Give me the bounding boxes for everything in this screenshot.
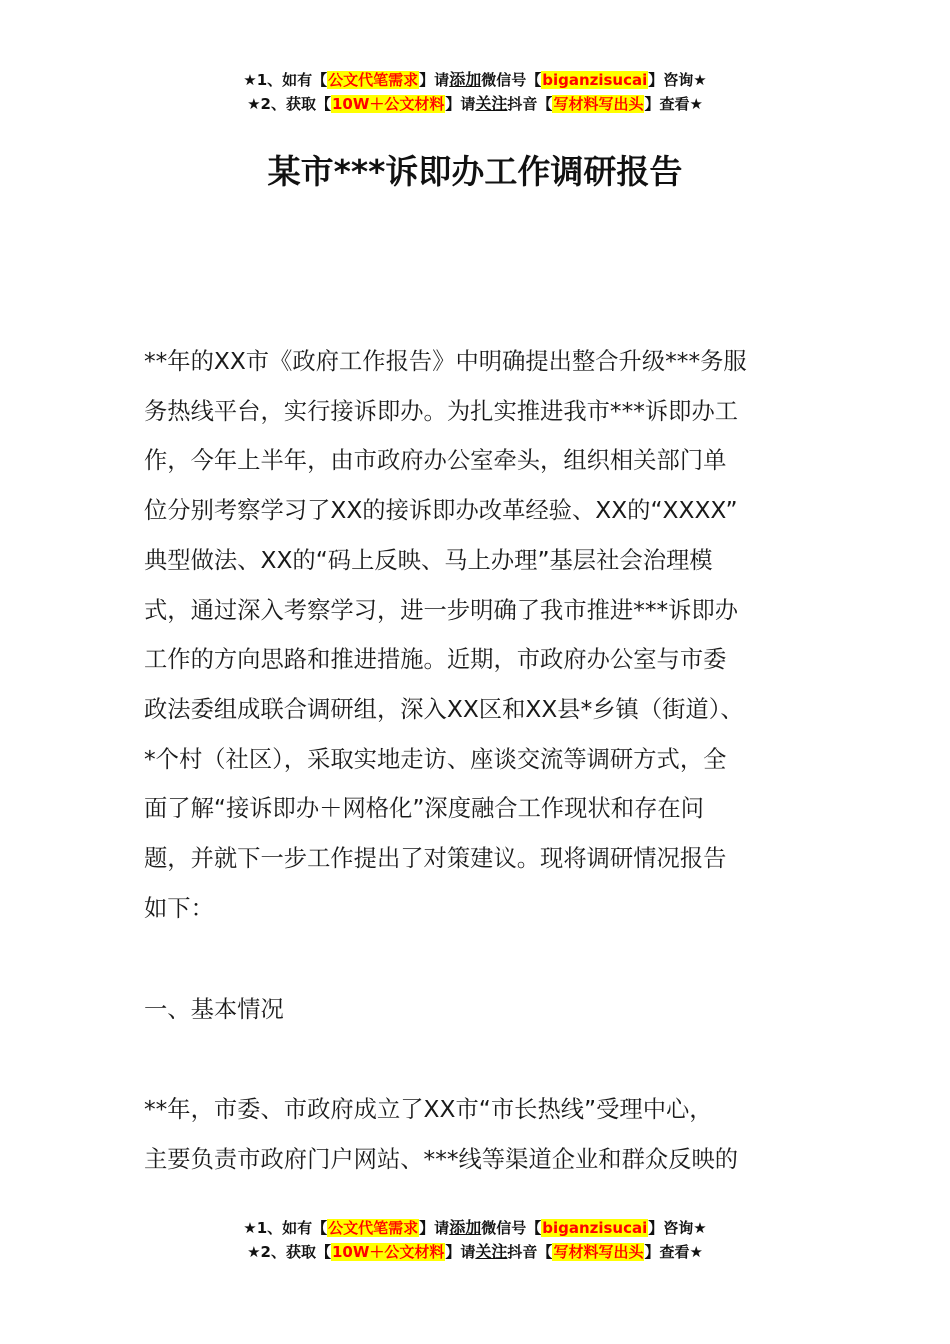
banner-text: 】咨询★: [648, 71, 707, 89]
document-title: 某市***诉即办工作调研报告: [267, 152, 683, 191]
banner-line-2: [0, 1240, 950, 1264]
banner-wechat-id: biganzisucai: [542, 1219, 648, 1237]
banner-text: ★1、如有【: [243, 1219, 328, 1237]
banner-text: ★1、如有【: [243, 71, 328, 89]
paragraph-line: 式，通过深入考察学习，进一步明确了我市推进***诉即办: [144, 596, 739, 624]
paragraph-line: 典型做法、XX的“码上反映、马上办理”基层社会治理模: [144, 546, 713, 574]
header-banner: [0, 68, 950, 116]
banner-line-1: [0, 1216, 950, 1240]
banner-text: 】请: [445, 1243, 476, 1261]
banner-emphasis: 关注: [475, 1242, 508, 1261]
section-heading: 一、基本情况: [144, 996, 284, 1023]
paragraph-line: 工作的方向思路和推进措施。近期，市政府办公室与市委: [144, 646, 727, 674]
body-paragraph: [144, 337, 824, 933]
banner-text: ★2、获取【: [247, 1243, 331, 1261]
paragraph-line: **年的XX市《政府工作报告》中明确提出整合升级***务服: [144, 348, 747, 375]
banner-text: 】咨询★: [648, 1219, 707, 1237]
banner-emphasis: 添加: [449, 70, 482, 89]
banner-highlight: 10W＋公文材料: [331, 95, 445, 113]
banner-douyin-id: 写材料写出头: [553, 95, 644, 113]
banner-line-1: [0, 68, 950, 92]
banner-text: 】查看★: [644, 1243, 703, 1261]
banner-text: 抖音【: [507, 95, 553, 113]
paragraph-line: *个村（社区），采取实地走访、座谈交流等调研方式，全: [144, 745, 727, 773]
banner-highlight: 公文代笔需求: [328, 71, 419, 89]
paragraph-line: 务热线平台，实行接诉即办。为扎实推进我市***诉即办工: [144, 397, 739, 425]
footer-banner: [0, 1216, 950, 1264]
banner-highlight: 公文代笔需求: [328, 1219, 419, 1237]
banner-highlight: 10W＋公文材料: [331, 1243, 445, 1261]
paragraph-line: 位分别考察学习了XX的接诉即办改革经验、XX的“XXXX”: [144, 497, 738, 525]
banner-douyin-id: 写材料写出头: [553, 1243, 644, 1261]
banner-text: 】请: [445, 95, 476, 113]
paragraph-line: 主要负责市政府门户网站、***线等渠道企业和群众反映的: [144, 1145, 739, 1173]
paragraph-line: 面了解“接诉即办＋网格化”深度融合工作现状和存在问: [144, 795, 704, 823]
banner-text: 微信号【: [481, 1219, 542, 1237]
banner-line-2: [0, 92, 950, 116]
paragraph-line: **年，市委、市政府成立了XX市“市长热线”受理中心，: [144, 1096, 713, 1123]
banner-emphasis: 关注: [475, 94, 508, 113]
banner-text: 】查看★: [644, 95, 703, 113]
banner-emphasis: 添加: [449, 1218, 482, 1237]
paragraph-line: 题，并就下一步工作提出了对策建议。现将调研情况报告: [144, 845, 727, 873]
banner-text: ★2、获取【: [247, 95, 331, 113]
paragraph-line: 政法委组成联合调研组，深入XX区和XX县*乡镇（街道）、: [144, 695, 744, 723]
banner-text: 抖音【: [507, 1243, 553, 1261]
banner-text: 】请: [419, 71, 450, 89]
paragraph-line: 如下：: [144, 894, 214, 922]
banner-text: 微信号【: [481, 71, 542, 89]
banner-text: 】请: [419, 1219, 450, 1237]
paragraph-line: 作，今年上半年，由市政府办公室牵头，组织相关部门单: [144, 447, 727, 475]
banner-wechat-id: biganzisucai: [542, 71, 648, 89]
body-paragraph: [144, 1085, 824, 1184]
